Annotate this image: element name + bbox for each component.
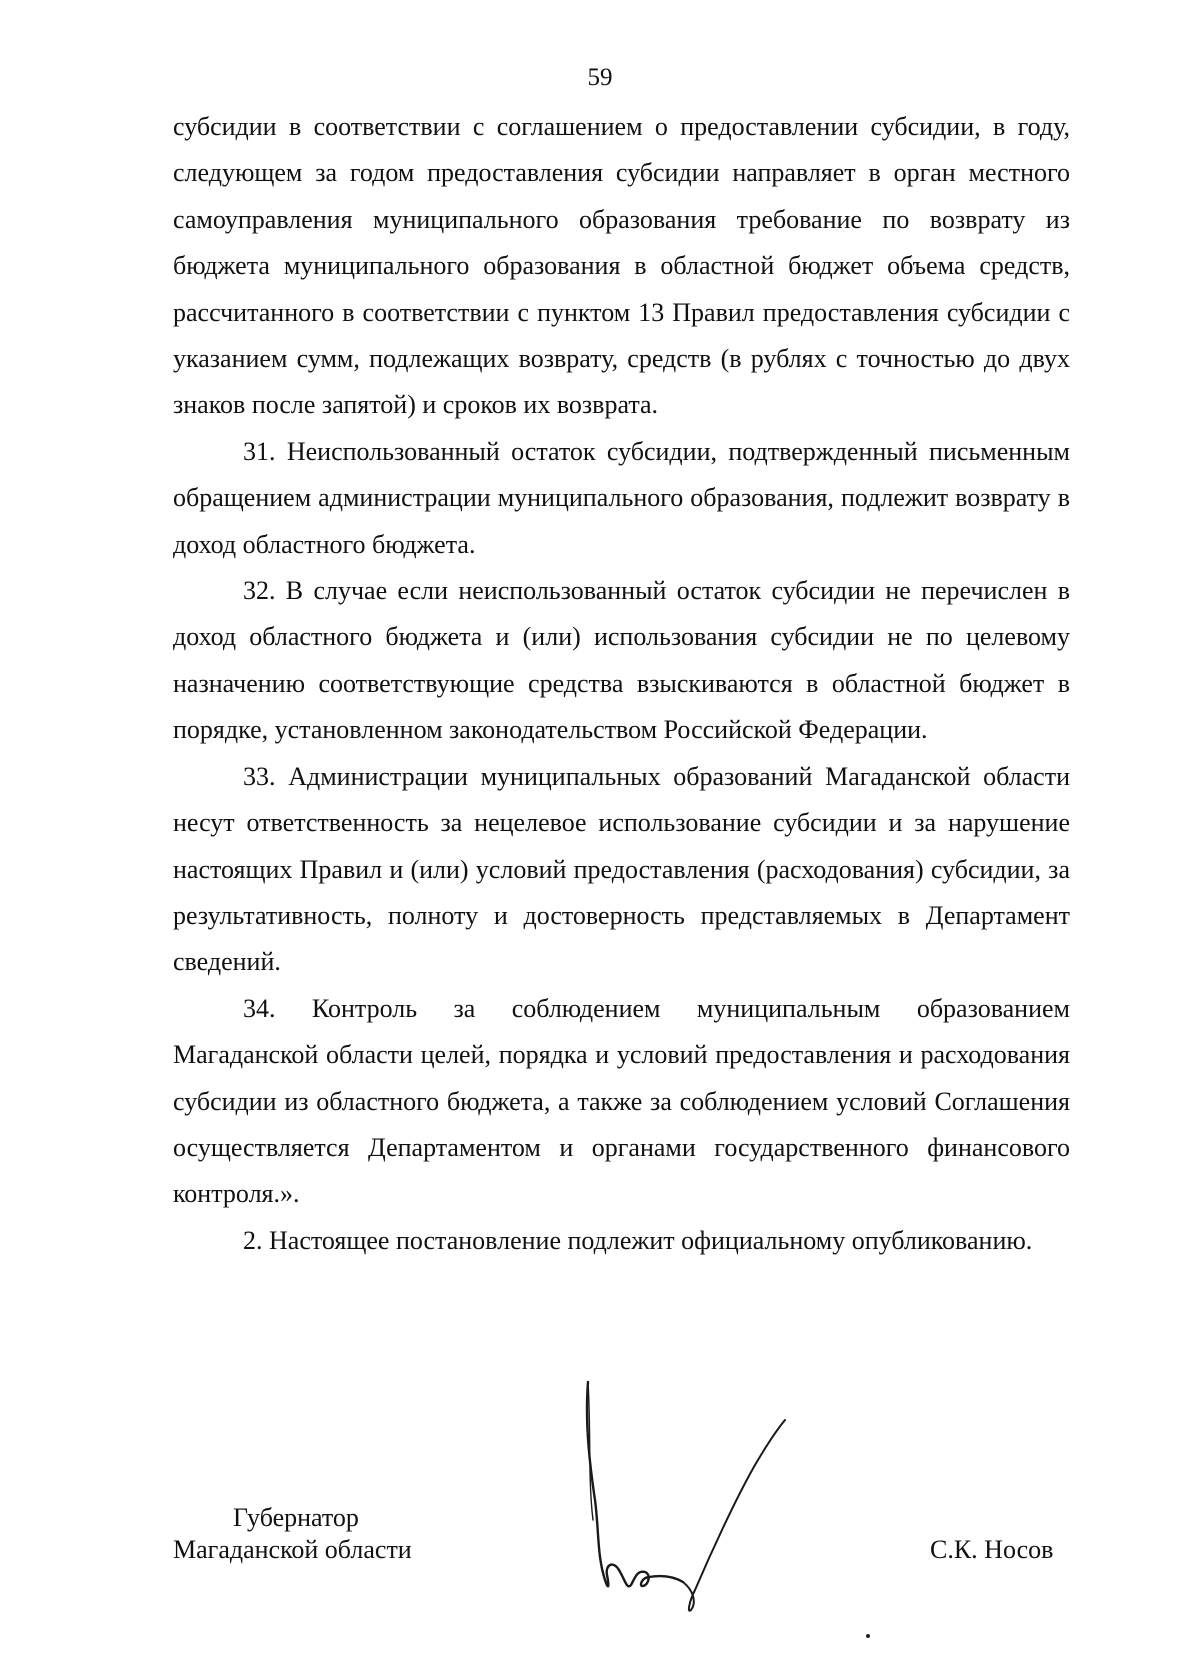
ink-dot xyxy=(866,1634,870,1638)
paragraph-continuation: субсидии в соответствии с соглашением о предоставлении субсидии, в году, следующем за годом предоставления субсидии направляет в орган местного самоуправления муниципального образования требование по возврату из бюджета муниципального образования в областной бюджет объема средств, рассчитанного в соответствии с пунктом 13 Правил предоставления субсидии с указанием сумм, подлежащих возврату, средств (в рублях с точностью до двух знаков после запятой) и сроков их возврата. xyxy=(173,112,1070,420)
signatory-title xyxy=(173,1502,412,1566)
paragraph-publication: 2. Настоящее постановление подлежит официальному опубликованию. xyxy=(243,1225,1033,1255)
paragraph-34: 34. Контроль за соблюдением муниципальным образованием Магаданской области целей, порядка и условий предоставления и расходования субсидии из областного бюджета, а также за соблюдением условий Соглашения осуществляется Департаментом и органами государственного финансового контроля.». xyxy=(173,993,1070,1209)
paragraph-31: 31. Неиспользованный остаток субсидии, подтвержденный письменным обращением администрации муниципального образования, подлежит возврату в доход областного бюджета. xyxy=(173,436,1070,559)
signatory-name: С.К. Носов xyxy=(930,1535,1054,1564)
paragraph-33: 33. Администрации муниципальных образований Магаданской области несут ответственность за нецелевое использование субсидии и за нарушение настоящих Правил и (или) условий предоставления (расходования) субсидии, за результативность, полноту и достоверность представляемых в Департамент сведений. xyxy=(173,761,1070,977)
handwritten-signature xyxy=(585,1380,800,1615)
signatory-region: Магаданской области xyxy=(173,1535,412,1564)
document-body xyxy=(173,104,1070,1264)
signatory-position: Губернатор xyxy=(233,1503,359,1532)
page-number: 59 xyxy=(587,64,613,91)
paragraph-32: 32. В случае если неиспользованный остаток субсидии не перечислен в доход областного бюджета и (или) использования субсидии не по целевому назначению соответствующие средства взыскиваются в областной бюджет в порядке, установленном законодательством Российской Федерации. xyxy=(173,576,1070,745)
